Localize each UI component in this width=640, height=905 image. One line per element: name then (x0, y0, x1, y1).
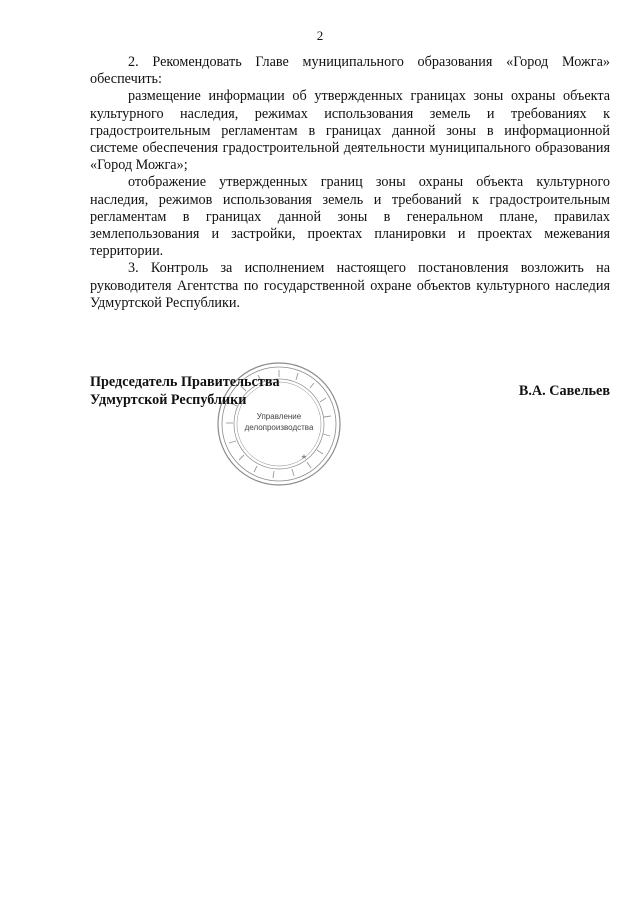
paragraph-item-3: 3. Контроль за исполнением настоящего постановления возложить на руководителя Агентства по государственной охране объектов культурного наследия Удмуртской Республики. (90, 260, 610, 311)
signatory-position (90, 373, 280, 409)
signature-block (90, 373, 610, 413)
page-number: 2 (316, 28, 324, 43)
document-body (90, 54, 610, 312)
paragraph-item-2: 2. Рекомендовать Главе муниципального образования «Город Можга» обеспечить: (90, 54, 610, 88)
signatory-name: В.А. Савельев (518, 383, 610, 399)
paragraph-display: отображение утвержденных границ зоны охраны объекта культурного наследия, режимов использования земель и требований к градостроительным регламентам в границах данной зоны в генеральном плане, правилах землепользования и застройки, проектах планировки и проектах межевания территории. (90, 174, 610, 260)
paragraph-placement: размещение информации об утвержденных границах зоны охраны объекта культурного наследия, режимах использования земель и требованиях к градостроительным регламентам в границах данной зоны в информационной системе обеспечения градостроительной деятельности муниципального образования «Город Можга»; (90, 88, 610, 174)
seal-center-line1: Управление (256, 412, 302, 421)
seal-center-line2: делопроизводства (244, 423, 314, 432)
signatory-position-line2: Удмуртской Республики (90, 392, 247, 408)
signatory-position-line1: Председатель Правительства (90, 374, 280, 390)
